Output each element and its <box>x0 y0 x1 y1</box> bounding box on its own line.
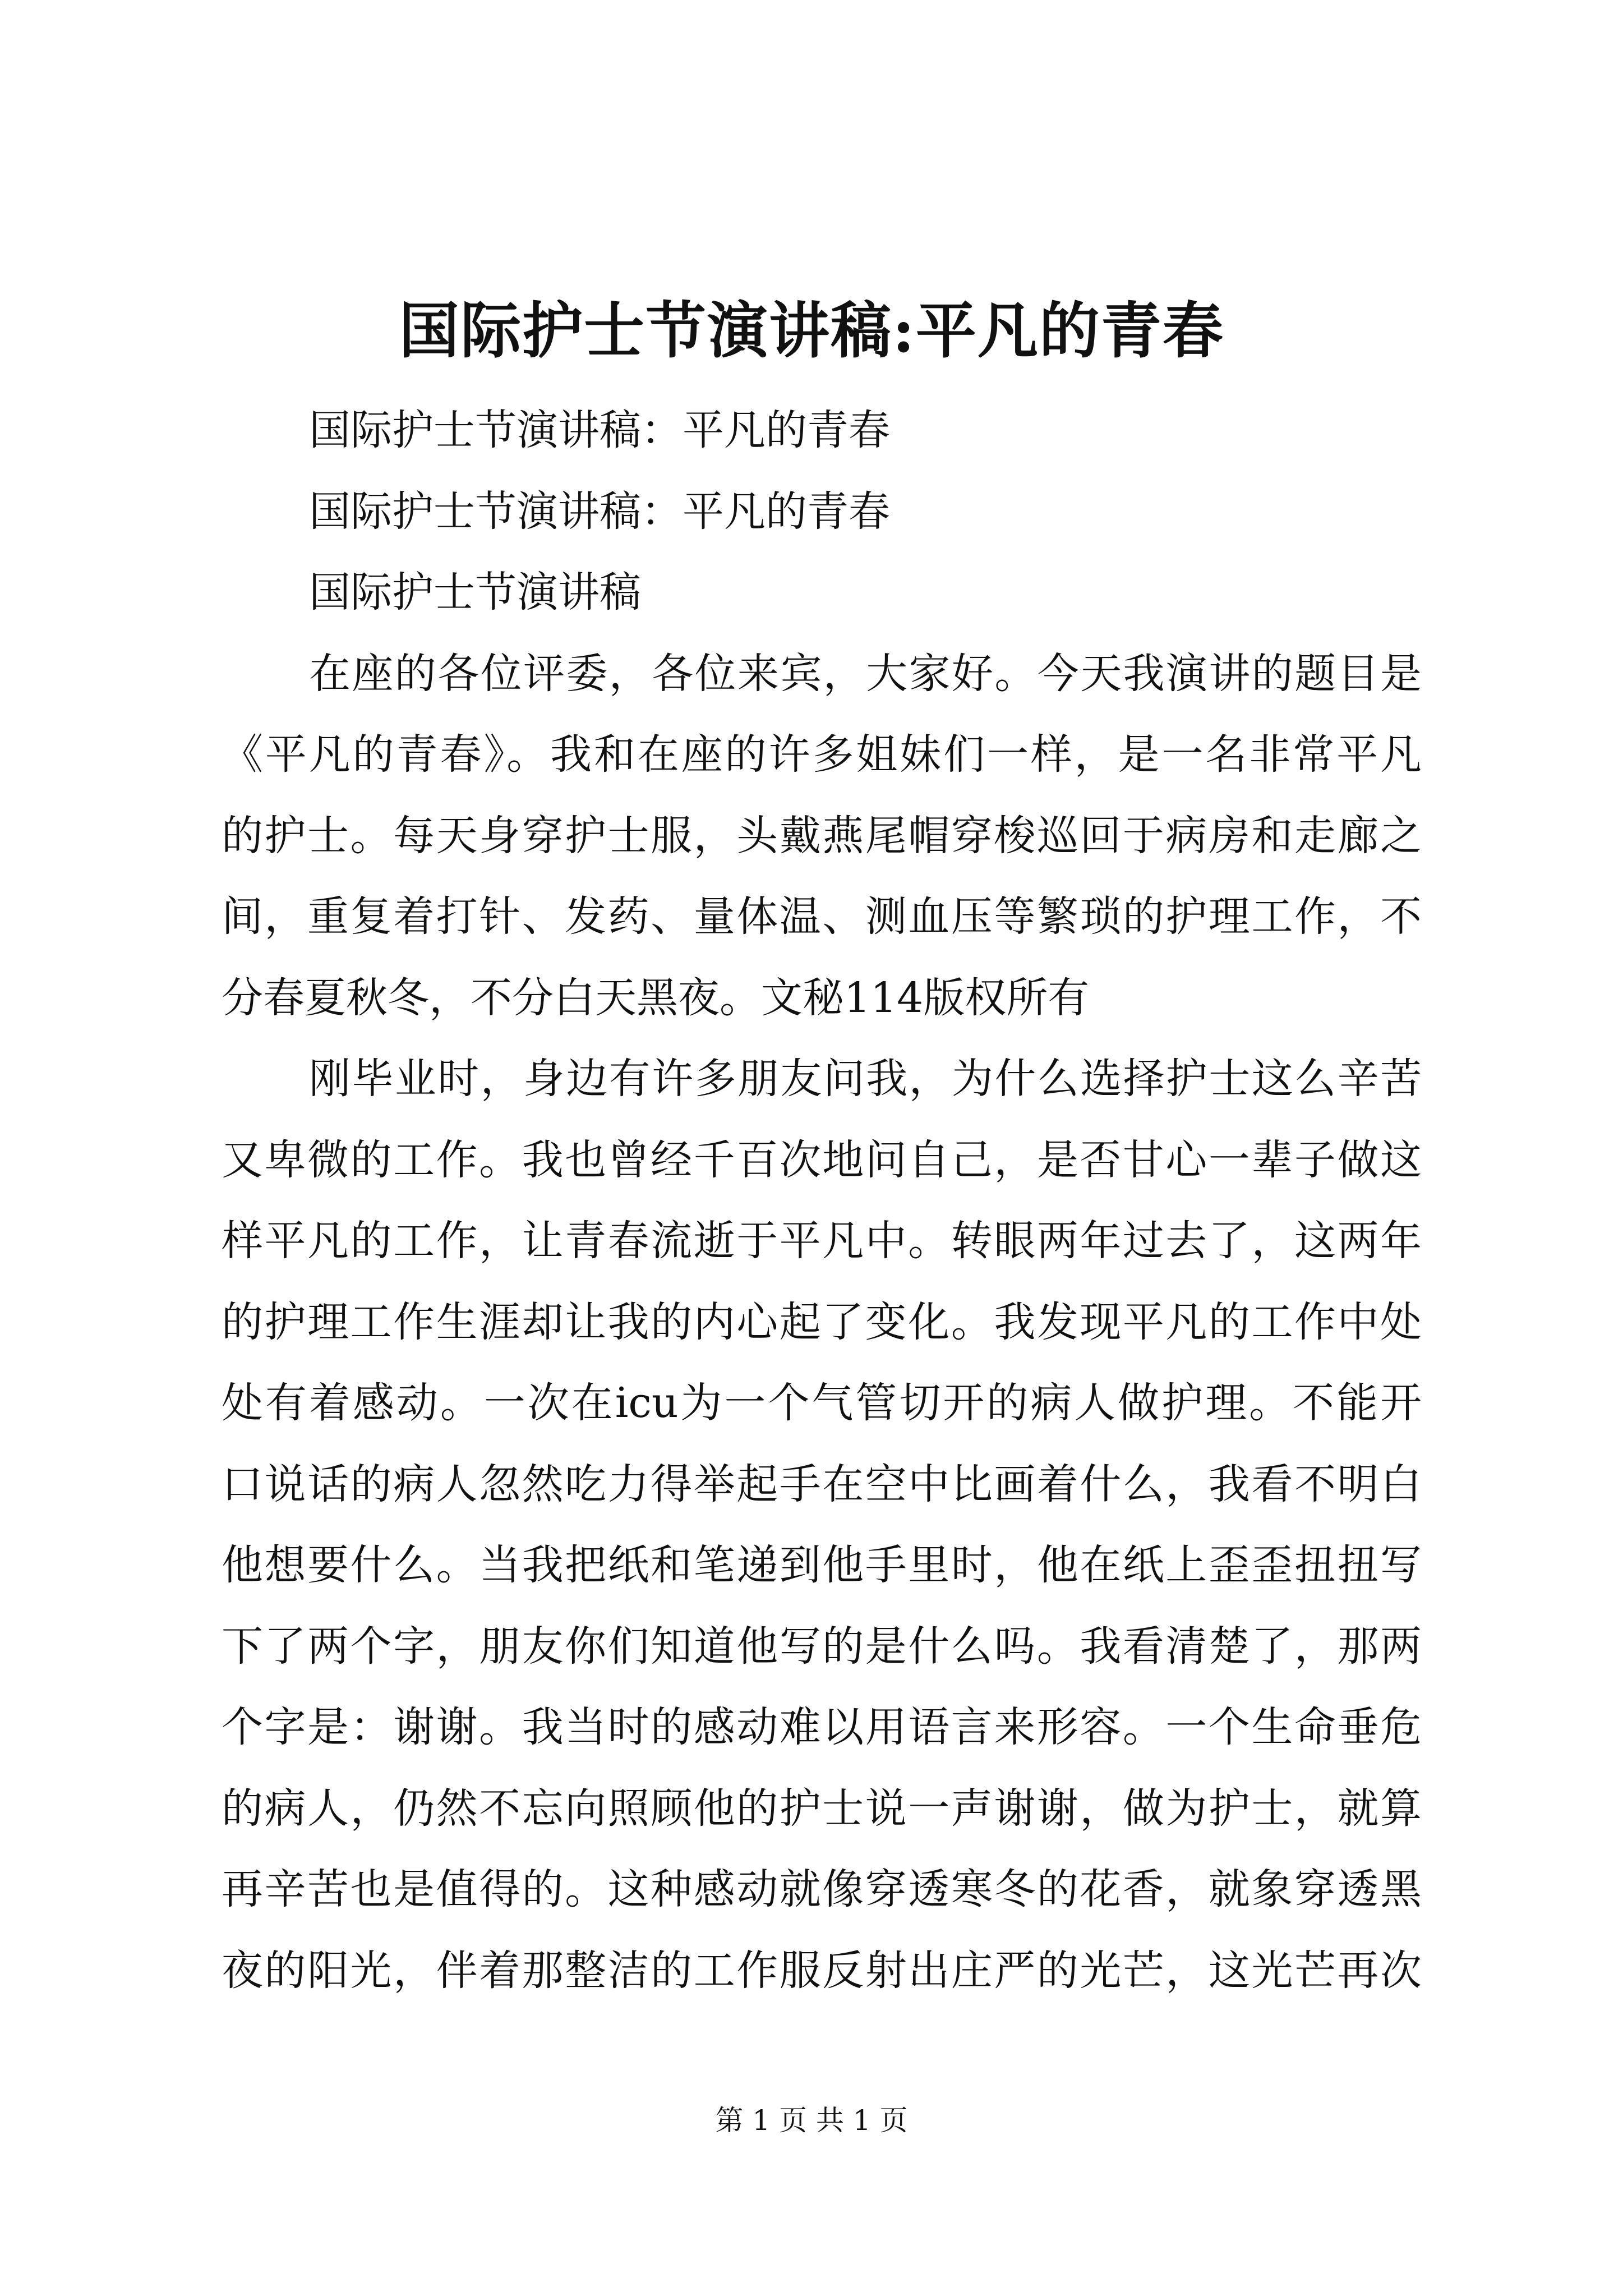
text-line: 的护士。每天身穿护士服，头戴燕尾帽穿梭巡回于病房和走廊之 <box>222 811 1422 860</box>
text-line: 在座的各位评委，各位来宾，大家好。今天我演讲的题目是 <box>309 649 1422 698</box>
text-line: 国际护士节演讲稿：平凡的青春 <box>309 487 890 536</box>
text-line: 国际护士节演讲稿：平凡的青春 <box>309 406 890 454</box>
text-line: 样平凡的工作，让青春流逝于平凡中。转眼两年过去了，这两年 <box>222 1217 1422 1265</box>
text-line: 刚毕业时，身边有许多朋友问我，为什么选择护士这么辛苦 <box>309 1055 1422 1103</box>
text-line: 又卑微的工作。我也曾经千百次地问自己，是否甘心一辈子做这 <box>222 1135 1422 1184</box>
text-line: 间，重复着打针、发药、量体温、测血压等繁琐的护理工作，不 <box>222 892 1422 941</box>
text-line: 口说话的病人忽然吃力得举起手在空中比画着什么，我看不明白 <box>222 1460 1422 1508</box>
text-line: 个字是：谢谢。我当时的感动难以用语言来形容。一个生命垂危 <box>222 1703 1422 1751</box>
text-line: 《平凡的青春》。我和在座的许多姐妹们一样，是一名非常平凡 <box>222 730 1422 779</box>
document-body <box>222 390 1422 2011</box>
text-line: 的护理工作生涯却让我的内心起了变化。我发现平凡的工作中处 <box>222 1297 1422 1346</box>
page-number-footer: 第 1 页 共 1 页 <box>715 2104 908 2137</box>
document-title: 国际护士节演讲稿:平凡的青春 <box>399 296 1224 366</box>
text-line: 处有着感动。一次在icu为一个气管切开的病人做护理。不能开 <box>222 1379 1422 1427</box>
text-line: 分春夏秋冬，不分白天黑夜。文秘114版权所有 <box>222 973 1090 1022</box>
text-line: 国际护士节演讲稿 <box>309 568 641 616</box>
text-line: 下了两个字，朋友你们知道他写的是什么吗。我看清楚了，那两 <box>222 1622 1422 1671</box>
text-line: 再辛苦也是值得的。这种感动就像穿透寒冬的花香，就象穿透黑 <box>222 1865 1422 1913</box>
text-line: 夜的阳光，伴着那整洁的工作服反射出庄严的光芒，这光芒再次 <box>222 1946 1422 1995</box>
text-line: 的病人，仍然不忘向照顾他的护士说一声谢谢，做为护士，就算 <box>222 1784 1422 1833</box>
text-line: 他想要什么。当我把纸和笔递到他手里时，他在纸上歪歪扭扭写 <box>222 1541 1422 1589</box>
